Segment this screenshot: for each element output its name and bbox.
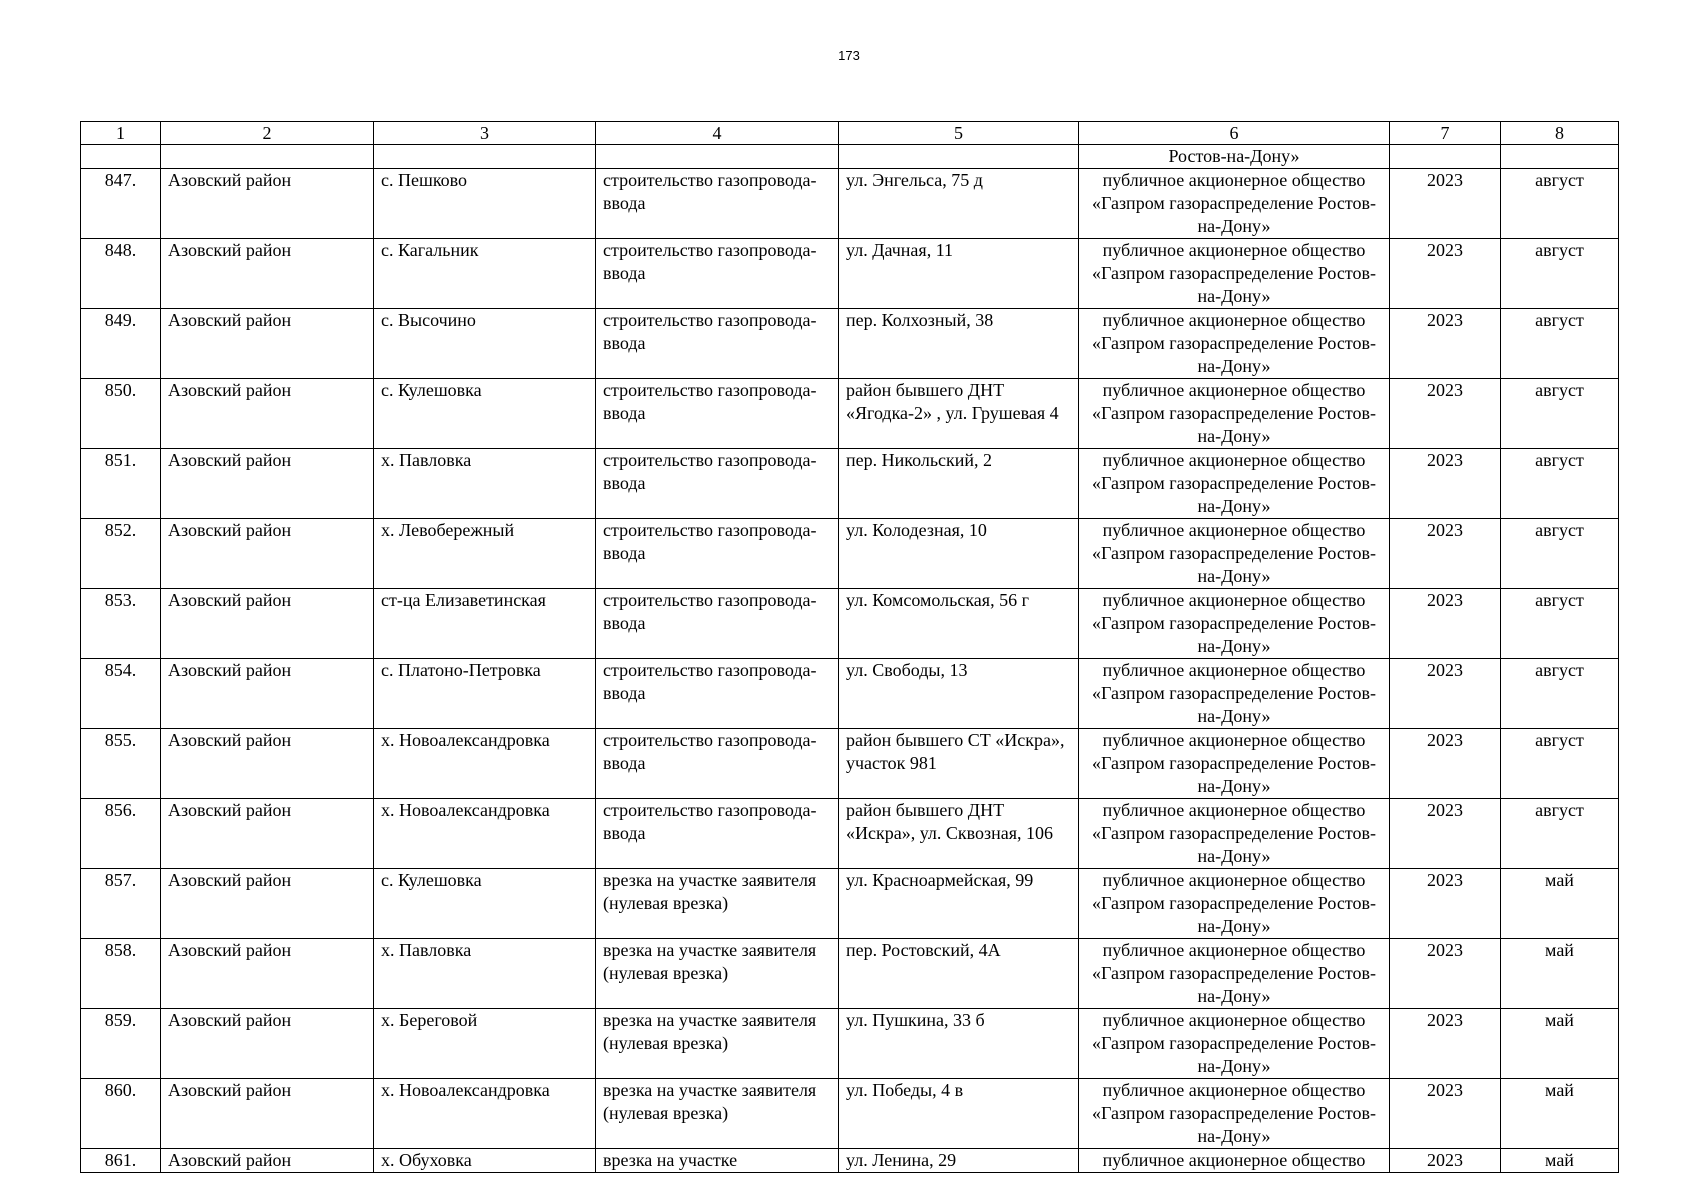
district-cell: Азовский район	[161, 449, 374, 519]
work-type-cell: врезка на участке заявителя (нулевая врезка)	[596, 1009, 839, 1079]
header-cell: 8	[1501, 122, 1619, 145]
table-row	[81, 1149, 1619, 1173]
district-cell: Азовский район	[161, 1149, 374, 1173]
table-cell	[839, 145, 1079, 169]
organization-cell: публичное акционерное общество «Газпром газораспределение Ростов-на-Дону»	[1079, 589, 1390, 659]
row-number-cell: 851.	[81, 449, 161, 519]
work-type-cell: врезка на участке заявителя (нулевая врезка)	[596, 869, 839, 939]
locality-cell: х. Новоалександровка	[374, 729, 596, 799]
row-number-cell: 853.	[81, 589, 161, 659]
page-number: 173	[838, 48, 860, 63]
address-cell: пер. Никольский, 2	[839, 449, 1079, 519]
locality-cell: х. Береговой	[374, 1009, 596, 1079]
row-number-cell: 849.	[81, 309, 161, 379]
district-cell: Азовский район	[161, 589, 374, 659]
header-cell: 5	[839, 122, 1079, 145]
continuation-row	[81, 145, 1619, 169]
month-cell: май	[1501, 939, 1619, 1009]
organization-cell: публичное акционерное общество «Газпром газораспределение Ростов-на-Дону»	[1079, 659, 1390, 729]
org-continuation-cell: Ростов-на-Дону»	[1079, 145, 1390, 169]
table-cell	[596, 145, 839, 169]
organization-cell: публичное акционерное общество «Газпром газораспределение Ростов-на-Дону»	[1079, 379, 1390, 449]
locality-cell: х. Новоалександровка	[374, 799, 596, 869]
row-number-cell: 858.	[81, 939, 161, 1009]
month-cell: май	[1501, 1149, 1619, 1173]
month-cell: август	[1501, 659, 1619, 729]
table-row	[81, 729, 1619, 799]
work-type-cell: строительство газопровода-ввода	[596, 589, 839, 659]
table-row	[81, 799, 1619, 869]
work-type-cell: строительство газопровода-ввода	[596, 239, 839, 309]
header-cell: 1	[81, 122, 161, 145]
organization-cell: публичное акционерное общество «Газпром газораспределение Ростов-на-Дону»	[1079, 519, 1390, 589]
year-cell: 2023	[1390, 869, 1501, 939]
row-number-cell: 860.	[81, 1079, 161, 1149]
work-type-cell: строительство газопровода-ввода	[596, 169, 839, 239]
district-cell: Азовский район	[161, 309, 374, 379]
row-number-cell: 855.	[81, 729, 161, 799]
organization-cell: публичное акционерное общество «Газпром газораспределение Ростов-на-Дону»	[1079, 309, 1390, 379]
work-type-cell: строительство газопровода-ввода	[596, 309, 839, 379]
district-cell: Азовский район	[161, 729, 374, 799]
district-cell: Азовский район	[161, 1079, 374, 1149]
year-cell: 2023	[1390, 799, 1501, 869]
table-row	[81, 1079, 1619, 1149]
table-row	[81, 659, 1619, 729]
header-cell: 3	[374, 122, 596, 145]
table-row	[81, 169, 1619, 239]
district-cell: Азовский район	[161, 659, 374, 729]
locality-cell: х. Левобережный	[374, 519, 596, 589]
column-number-header-row	[81, 122, 1619, 145]
month-cell: май	[1501, 1079, 1619, 1149]
row-number-cell: 848.	[81, 239, 161, 309]
work-type-cell: врезка на участке заявителя (нулевая врезка)	[596, 1079, 839, 1149]
address-cell: ул. Пушкина, 33 б	[839, 1009, 1079, 1079]
address-cell: ул. Дачная, 11	[839, 239, 1079, 309]
district-cell: Азовский район	[161, 1009, 374, 1079]
address-cell: ул. Красноармейская, 99	[839, 869, 1079, 939]
header-cell: 7	[1390, 122, 1501, 145]
district-cell: Азовский район	[161, 379, 374, 449]
work-type-cell: врезка на участке заявителя (нулевая врезка)	[596, 939, 839, 1009]
table-row	[81, 239, 1619, 309]
month-cell: август	[1501, 519, 1619, 589]
table-row	[81, 519, 1619, 589]
work-type-cell: врезка на участке	[596, 1149, 839, 1173]
work-type-cell: строительство газопровода-ввода	[596, 519, 839, 589]
row-number-cell: 847.	[81, 169, 161, 239]
district-cell: Азовский район	[161, 799, 374, 869]
locality-cell: ст-ца Елизаветинская	[374, 589, 596, 659]
table-cell	[161, 145, 374, 169]
organization-cell: публичное акционерное общество «Газпром газораспределение Ростов-на-Дону»	[1079, 729, 1390, 799]
header-cell: 4	[596, 122, 839, 145]
locality-cell: с. Кагальник	[374, 239, 596, 309]
year-cell: 2023	[1390, 169, 1501, 239]
address-cell: район бывшего ДНТ «Искра», ул. Сквозная, 106	[839, 799, 1079, 869]
address-cell: ул. Энгельса, 75 д	[839, 169, 1079, 239]
month-cell: август	[1501, 239, 1619, 309]
month-cell: август	[1501, 379, 1619, 449]
table-row	[81, 309, 1619, 379]
table-cell	[1390, 145, 1501, 169]
year-cell: 2023	[1390, 1079, 1501, 1149]
address-cell: район бывшего ДНТ «Ягодка-2» , ул. Грушевая 4	[839, 379, 1079, 449]
district-cell: Азовский район	[161, 519, 374, 589]
header-cell: 2	[161, 122, 374, 145]
organization-cell: публичное акционерное общество «Газпром газораспределение Ростов-на-Дону»	[1079, 799, 1390, 869]
table-row	[81, 939, 1619, 1009]
work-type-cell: строительство газопровода-ввода	[596, 449, 839, 519]
year-cell: 2023	[1390, 659, 1501, 729]
work-type-cell: строительство газопровода-ввода	[596, 659, 839, 729]
organization-cell: публичное акционерное общество «Газпром газораспределение Ростов-на-Дону»	[1079, 939, 1390, 1009]
address-cell: ул. Свободы, 13	[839, 659, 1079, 729]
locality-cell: с. Кулешовка	[374, 379, 596, 449]
row-number-cell: 850.	[81, 379, 161, 449]
year-cell: 2023	[1390, 449, 1501, 519]
gas-works-table	[80, 121, 1619, 1173]
organization-cell: публичное акционерное общество «Газпром газораспределение Ростов-на-Дону»	[1079, 869, 1390, 939]
month-cell: август	[1501, 589, 1619, 659]
row-number-cell: 852.	[81, 519, 161, 589]
district-cell: Азовский район	[161, 869, 374, 939]
organization-cell: публичное акционерное общество	[1079, 1149, 1390, 1173]
row-number-cell: 861.	[81, 1149, 161, 1173]
month-cell: май	[1501, 1009, 1619, 1079]
row-number-cell: 859.	[81, 1009, 161, 1079]
year-cell: 2023	[1390, 239, 1501, 309]
month-cell: август	[1501, 169, 1619, 239]
month-cell: август	[1501, 309, 1619, 379]
work-type-cell: строительство газопровода-ввода	[596, 379, 839, 449]
address-cell: ул. Победы, 4 в	[839, 1079, 1079, 1149]
address-cell: ул. Комсомольская, 56 г	[839, 589, 1079, 659]
organization-cell: публичное акционерное общество «Газпром газораспределение Ростов-на-Дону»	[1079, 1079, 1390, 1149]
locality-cell: х. Павловка	[374, 939, 596, 1009]
locality-cell: х. Обуховка	[374, 1149, 596, 1173]
locality-cell: с. Кулешовка	[374, 869, 596, 939]
month-cell: май	[1501, 869, 1619, 939]
work-type-cell: строительство газопровода-ввода	[596, 799, 839, 869]
table-row	[81, 589, 1619, 659]
year-cell: 2023	[1390, 1149, 1501, 1173]
district-cell: Азовский район	[161, 169, 374, 239]
organization-cell: публичное акционерное общество «Газпром газораспределение Ростов-на-Дону»	[1079, 1009, 1390, 1079]
locality-cell: с. Платоно-Петровка	[374, 659, 596, 729]
table-cell	[81, 145, 161, 169]
year-cell: 2023	[1390, 1009, 1501, 1079]
row-number-cell: 854.	[81, 659, 161, 729]
work-type-cell: строительство газопровода-ввода	[596, 729, 839, 799]
header-cell: 6	[1079, 122, 1390, 145]
table-row	[81, 379, 1619, 449]
table-cell	[374, 145, 596, 169]
month-cell: август	[1501, 449, 1619, 519]
table-row	[81, 449, 1619, 519]
address-cell: ул. Ленина, 29	[839, 1149, 1079, 1173]
year-cell: 2023	[1390, 939, 1501, 1009]
row-number-cell: 857.	[81, 869, 161, 939]
locality-cell: с. Пешково	[374, 169, 596, 239]
address-cell: пер. Ростовский, 4А	[839, 939, 1079, 1009]
row-number-cell: 856.	[81, 799, 161, 869]
month-cell: август	[1501, 799, 1619, 869]
table-row	[81, 869, 1619, 939]
locality-cell: х. Павловка	[374, 449, 596, 519]
locality-cell: х. Новоалександровка	[374, 1079, 596, 1149]
organization-cell: публичное акционерное общество «Газпром газораспределение Ростов-на-Дону»	[1079, 239, 1390, 309]
year-cell: 2023	[1390, 309, 1501, 379]
year-cell: 2023	[1390, 729, 1501, 799]
district-cell: Азовский район	[161, 939, 374, 1009]
table-cell	[1501, 145, 1619, 169]
table-row	[81, 1009, 1619, 1079]
organization-cell: публичное акционерное общество «Газпром газораспределение Ростов-на-Дону»	[1079, 169, 1390, 239]
year-cell: 2023	[1390, 589, 1501, 659]
address-cell: ул. Колодезная, 10	[839, 519, 1079, 589]
address-cell: пер. Колхозный, 38	[839, 309, 1079, 379]
month-cell: август	[1501, 729, 1619, 799]
year-cell: 2023	[1390, 379, 1501, 449]
district-cell: Азовский район	[161, 239, 374, 309]
organization-cell: публичное акционерное общество «Газпром газораспределение Ростов-на-Дону»	[1079, 449, 1390, 519]
year-cell: 2023	[1390, 519, 1501, 589]
address-cell: район бывшего СТ «Искра», участок 981	[839, 729, 1079, 799]
locality-cell: с. Высочино	[374, 309, 596, 379]
